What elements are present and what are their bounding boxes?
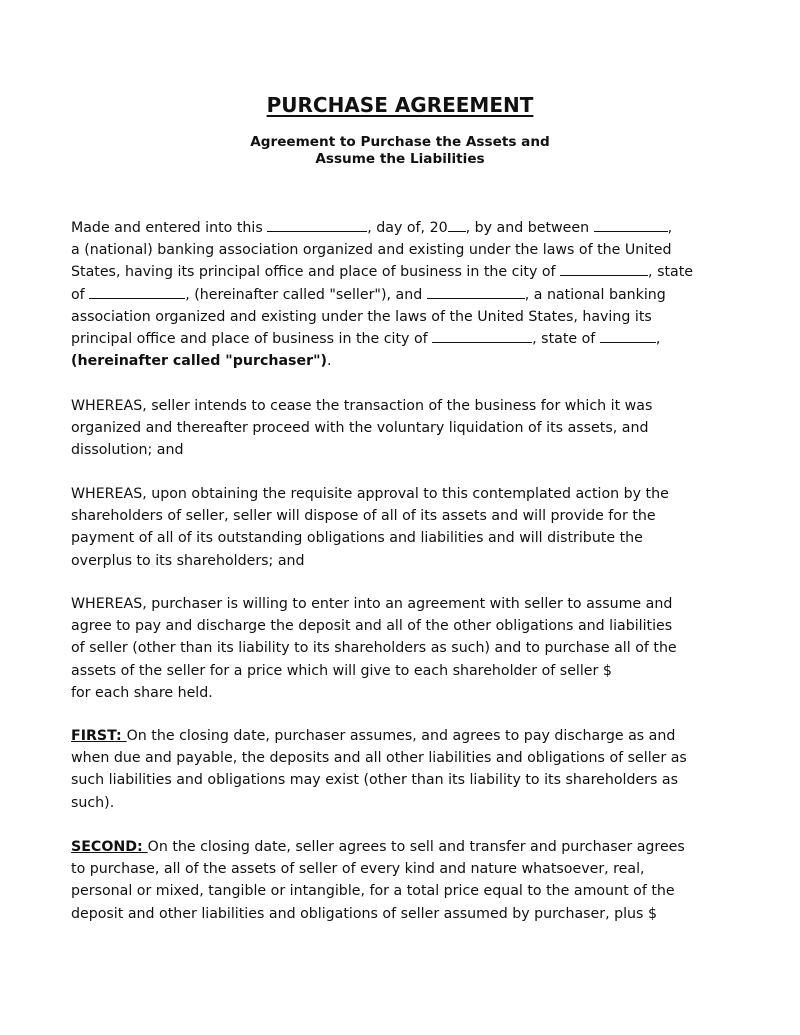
paragraph-line — [71, 836, 731, 858]
paragraph-line: assets of the seller for a price which will give to each shareholder of seller $ — [71, 662, 612, 679]
paragraph-line: payment of all of its outstanding obligations and liabilities and will distribute the — [71, 530, 643, 547]
text-segment: , by and between — [465, 220, 594, 236]
text-segment: , — [655, 331, 661, 348]
paragraph-line — [71, 350, 731, 372]
paragraph-line: WHEREAS, purchaser is willing to enter into an agreement with seller to assume and — [71, 596, 673, 612]
paragraph-line — [71, 725, 731, 747]
text-segment: . — [326, 353, 332, 370]
text-segment: , — [667, 220, 673, 236]
paragraph-line: to purchase, all of the assets of seller of every kind and nature whatsoever, real, — [71, 861, 645, 878]
text-segment: , day of, 20 — [367, 220, 448, 236]
clause-label-first: FIRST: — [71, 728, 127, 744]
paragraph-line: personal or mixed, tangible or intangible, for a total price equal to the amount of the — [71, 883, 675, 900]
text-segment: principal office and place of business in the city of — [71, 331, 433, 348]
blank-seller-city-field[interactable] — [560, 261, 648, 276]
text-segment: of — [71, 286, 90, 303]
text-segment: Made and entered into this — [71, 220, 268, 236]
paragraph-line: of seller (other than its liability to its shareholders as such) and to purchase all of the — [71, 640, 677, 657]
paragraph-line: a (national) banking association organized and existing under the laws of the United — [71, 242, 672, 259]
text-segment: States, having its principal office and place of business in the city of — [71, 264, 561, 281]
paragraph-first-clause — [71, 725, 731, 814]
document-title: PURCHASE AGREEMENT — [266, 93, 534, 117]
blank-purchaser-name-field[interactable] — [427, 284, 525, 299]
paragraph-line: association organized and existing under the laws of the United States, having its — [71, 308, 652, 325]
text-segment: , state of — [532, 331, 600, 348]
paragraph-whereas-3 — [71, 593, 731, 704]
blank-seller-name-field[interactable] — [594, 217, 668, 232]
blank-seller-state-field[interactable] — [89, 284, 185, 299]
purchaser-definition: (hereinafter called "purchaser") — [71, 353, 327, 370]
paragraph-whereas-1 — [71, 395, 731, 462]
blank-purchaser-state-field[interactable] — [600, 328, 656, 343]
blank-year-field[interactable] — [448, 217, 466, 232]
paragraph-line: for each share held. — [71, 684, 213, 701]
paragraph-parties — [71, 217, 731, 372]
paragraph-line: WHEREAS, upon obtaining the requisite approval to this contemplated action by the — [71, 486, 669, 502]
paragraph-line: when due and payable, the deposits and all other liabilities and obligations of seller as — [71, 750, 687, 767]
subtitle-line-1: Agreement to Purchase the Assets and — [250, 134, 550, 150]
text-segment: On the closing date, seller agrees to sell and transfer and purchaser agrees — [147, 839, 685, 855]
clause-label-second: SECOND: — [71, 839, 148, 855]
paragraph-line: dissolution; and — [71, 442, 184, 459]
paragraph-line — [71, 284, 731, 306]
paragraph-line — [71, 261, 731, 283]
paragraph-line — [71, 217, 731, 239]
paragraph-line: WHEREAS, seller intends to cease the transaction of the business for which it was — [71, 398, 653, 414]
paragraph-second-clause — [71, 836, 731, 925]
paragraph-line: such). — [71, 794, 115, 811]
paragraph-line: deposit and other liabilities and obligations of seller assumed by purchaser, plus $ — [71, 905, 657, 922]
paragraph-line: agree to pay and discharge the deposit and all of the other obligations and liabilities — [71, 618, 673, 635]
text-segment: On the closing date, purchaser assumes, and agrees to pay discharge as and — [126, 728, 676, 744]
paragraph-line: such liabilities and obligations may exist (other than its liability to its shareholders as — [71, 772, 679, 789]
paragraph-line: overplus to its shareholders; and — [71, 552, 305, 569]
blank-purchaser-city-field[interactable] — [432, 328, 532, 343]
text-segment: , state — [648, 264, 694, 281]
text-segment: , (hereinafter called "seller"), and — [185, 286, 427, 303]
paragraph-whereas-2 — [71, 483, 731, 572]
paragraph-line: organized and thereafter proceed with the voluntary liquidation of its assets, and — [71, 420, 649, 437]
document-subtitle — [0, 134, 800, 168]
subtitle-line-2: Assume the Liabilities — [315, 151, 485, 167]
paragraph-line: shareholders of seller, seller will dispose of all of its assets and will provide for the — [71, 508, 656, 525]
paragraph-line — [71, 328, 731, 350]
text-segment: , a national banking — [524, 286, 666, 303]
blank-date-field[interactable] — [267, 217, 367, 232]
